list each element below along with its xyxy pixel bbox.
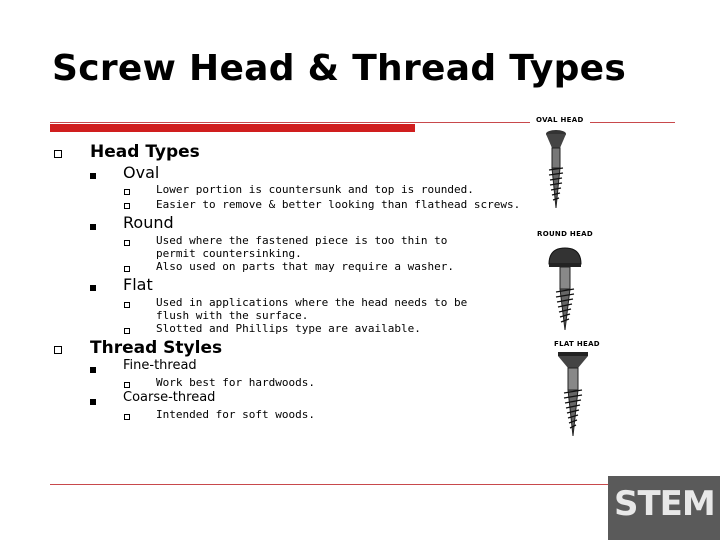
flat-head-screw-image: [548, 336, 600, 442]
bullet-small-box-icon: [124, 240, 130, 246]
subheading-coarse-thread: Coarse-thread: [123, 390, 216, 405]
footer-rule: [50, 484, 675, 485]
round-head-label: ROUND HEAD: [537, 230, 593, 238]
round-point-2: Also used on parts that may require a washer.: [156, 260, 455, 273]
bullet-square-icon: [90, 367, 96, 373]
bullet-small-box-icon: [124, 414, 130, 420]
bullet-square-icon: [90, 285, 96, 291]
bullet-small-box-icon: [124, 203, 130, 209]
stem-logo-text: STEM: [614, 484, 715, 524]
bullet-box-icon: [54, 150, 62, 158]
round-screw-icon: [535, 226, 595, 336]
flat-point-2: Slotted and Phillips type are available.: [156, 322, 421, 335]
bullet-small-box-icon: [124, 382, 130, 388]
oval-head-screw-image: [530, 112, 590, 212]
flat-head-label: FLAT HEAD: [554, 340, 600, 348]
flat-point-1: Used in applications where the head needs to be flush with the surface.: [156, 296, 468, 322]
heading-head-types: Head Types: [90, 142, 200, 162]
heading-thread-styles: Thread Styles: [90, 338, 223, 358]
round-head-screw-image: [535, 226, 595, 336]
subheading-fine-thread: Fine-thread: [123, 358, 197, 373]
bullet-small-box-icon: [124, 328, 130, 334]
fine-point-1: Work best for hardwoods.: [156, 376, 315, 389]
bullet-small-box-icon: [124, 266, 130, 272]
slide-title: Screw Head & Thread Types: [52, 48, 627, 89]
flat-screw-icon: [548, 336, 600, 442]
subheading-flat: Flat: [123, 275, 153, 294]
round-point-1: Used where the fastened piece is too thin to permit countersinking.: [156, 234, 448, 260]
subheading-round: Round: [123, 213, 174, 232]
subheading-oval: Oval: [123, 163, 160, 182]
bullet-square-icon: [90, 399, 96, 405]
oval-screw-icon: [530, 112, 590, 212]
coarse-point-1: Intended for soft woods.: [156, 408, 315, 421]
oval-point-1: Lower portion is countersunk and top is rounded.: [156, 183, 474, 196]
bullet-square-icon: [90, 173, 96, 179]
bullet-small-box-icon: [124, 302, 130, 308]
oval-point-2: Easier to remove & better looking than flathead screws.: [156, 198, 521, 211]
bullet-box-icon: [54, 346, 62, 354]
stem-logo: [608, 476, 720, 540]
bullet-small-box-icon: [124, 189, 130, 195]
bullet-square-icon: [90, 224, 96, 230]
oval-head-label: OVAL HEAD: [536, 116, 584, 124]
title-accent-bar: [50, 124, 415, 132]
